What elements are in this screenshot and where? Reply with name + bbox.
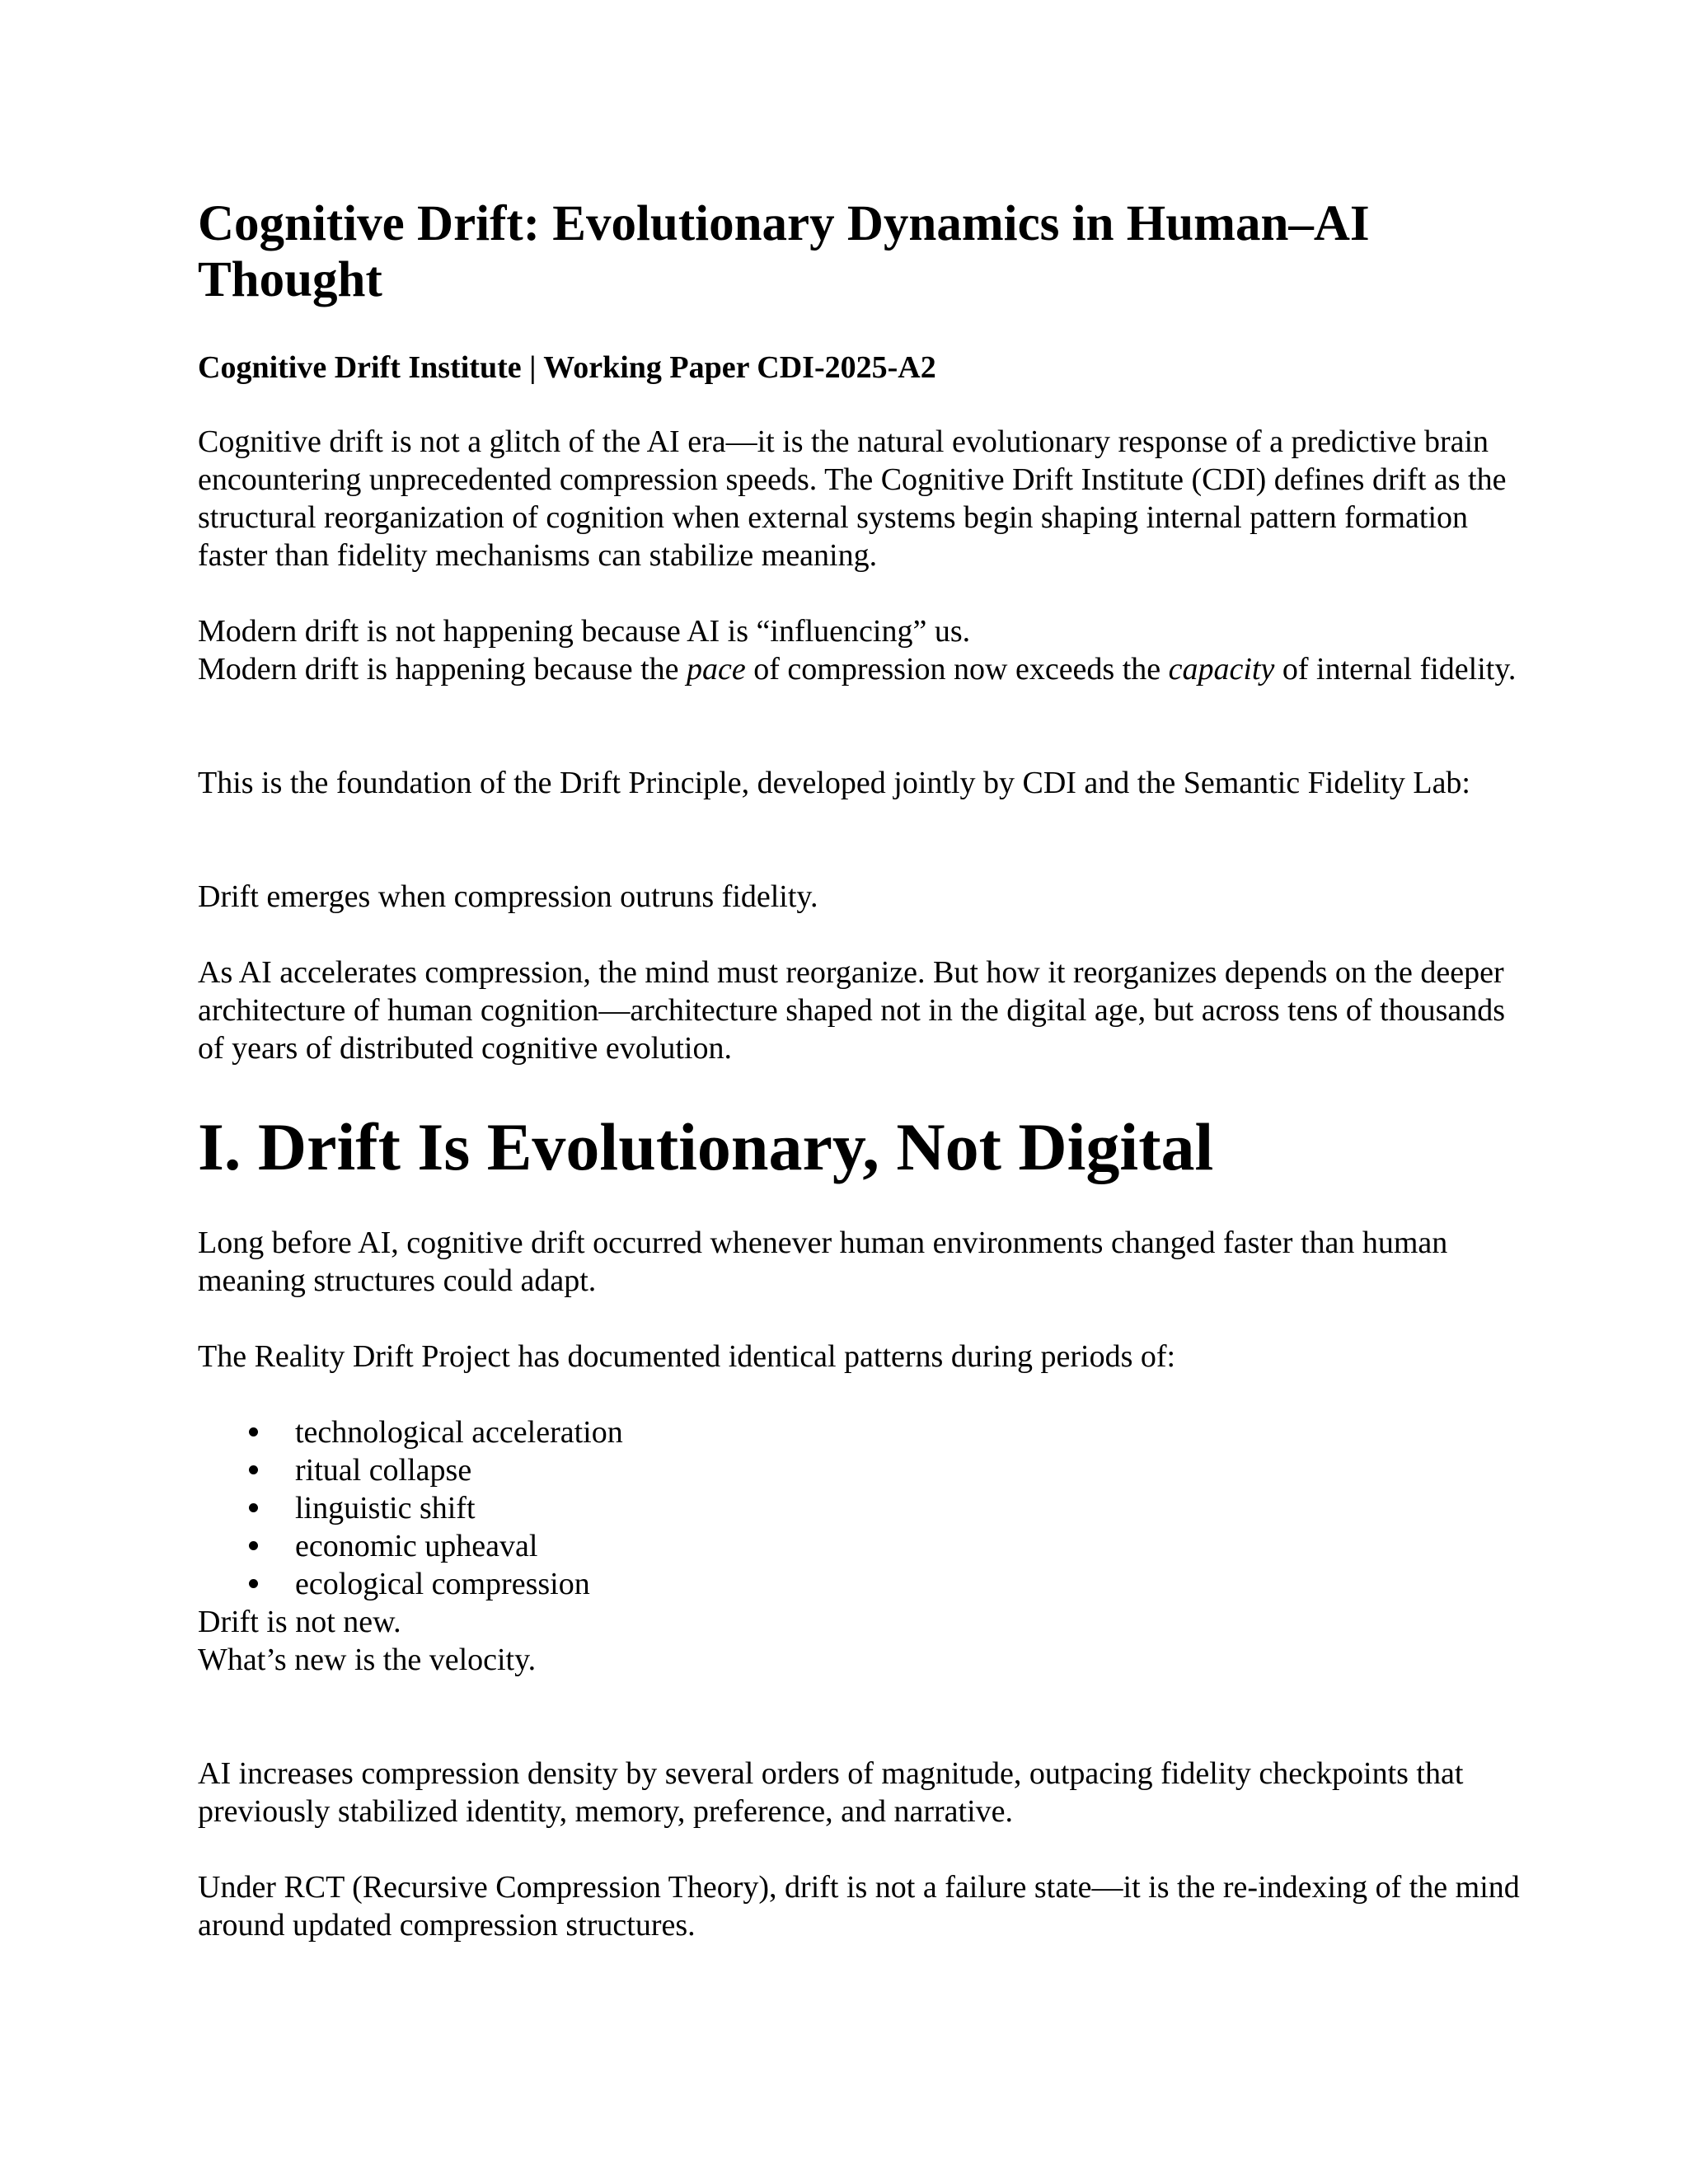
section-1-paragraph-4: AI increases compression density by several orders of magnitude, outpacing fidelity checkpoints that previously stabilized identity, memory, preference, and narrative. — [198, 1756, 1464, 1829]
list-item: technological acceleration — [198, 1413, 623, 1451]
list-item: economic upheaval — [198, 1527, 623, 1565]
list-item: ecological compression — [198, 1565, 623, 1603]
bullet-icon — [249, 1465, 258, 1474]
intro-paragraph-3: This is the foundation of the Drift Principle, developed jointly by CDI and the Semantic Fidelity Lab: — [198, 766, 1470, 800]
section-1-paragraph-5: Under RCT (Recursive Compression Theory), drift is not a failure state—it is the re-indexing of the mind around updated compression structures. — [198, 1870, 1520, 1943]
document-title: Cognitive Drift: Evolutionary Dynamics in Human–AI Thought — [198, 196, 1370, 307]
emphasis-capacity: capacity — [1168, 652, 1275, 687]
intro-paragraph-1: Cognitive drift is not a glitch of the AI era—it is the natural evolutionary response of a predictive brain encountering unprecedented compression speeds. The Cognitive Drift Institute (CDI) defines drift as the structural reorganization of cognition when external systems begin shaping internal pattern formation faster than fidelity mechanisms can stabilize meaning. — [198, 424, 1507, 573]
bullet-icon — [249, 1503, 258, 1512]
emphasis-pace: pace — [687, 652, 746, 687]
list-item: ritual collapse — [198, 1451, 623, 1489]
periods-bullet-list — [198, 1413, 623, 1603]
document-subtitle: Cognitive Drift Institute | Working Paper CDI-2025-A2 — [198, 350, 936, 385]
drift-principle-statement: Drift emerges when compression outruns fidelity. — [198, 879, 818, 914]
intro-paragraph-2-line-1: Modern drift is not happening because AI is “influencing” us. — [198, 614, 971, 649]
section-1-paragraph-1: Long before AI, cognitive drift occurred whenever human environments changed faster than human meaning structures could adapt. — [198, 1226, 1448, 1298]
section-1-paragraph-3 — [198, 1603, 1533, 1679]
intro-paragraph-2-line-2: Modern drift is happening because the pace of compression now exceeds the capacity of internal fidelity. — [198, 652, 1517, 687]
intro-paragraph-5: As AI accelerates compression, the mind must reorganize. But how it reorganizes depends on the deeper architecture of human cognition—architecture shaped not in the digital age, but across tens of thousands of years of distributed cognitive evolution. — [198, 955, 1506, 1066]
section-1-paragraph-2: The Reality Drift Project has documented identical patterns during periods of: — [198, 1339, 1176, 1374]
bullet-icon — [249, 1579, 258, 1588]
intro-paragraph-2 — [198, 612, 1533, 688]
section-1-paragraph-3-line-2: What’s new is the velocity. — [198, 1643, 537, 1677]
bullet-icon — [249, 1427, 258, 1436]
bullet-icon — [249, 1541, 258, 1550]
list-item: linguistic shift — [198, 1489, 623, 1527]
section-1-heading: I. Drift Is Evolutionary, Not Digital — [198, 1109, 1214, 1184]
section-1-paragraph-3-line-1: Drift is not new. — [198, 1605, 401, 1639]
